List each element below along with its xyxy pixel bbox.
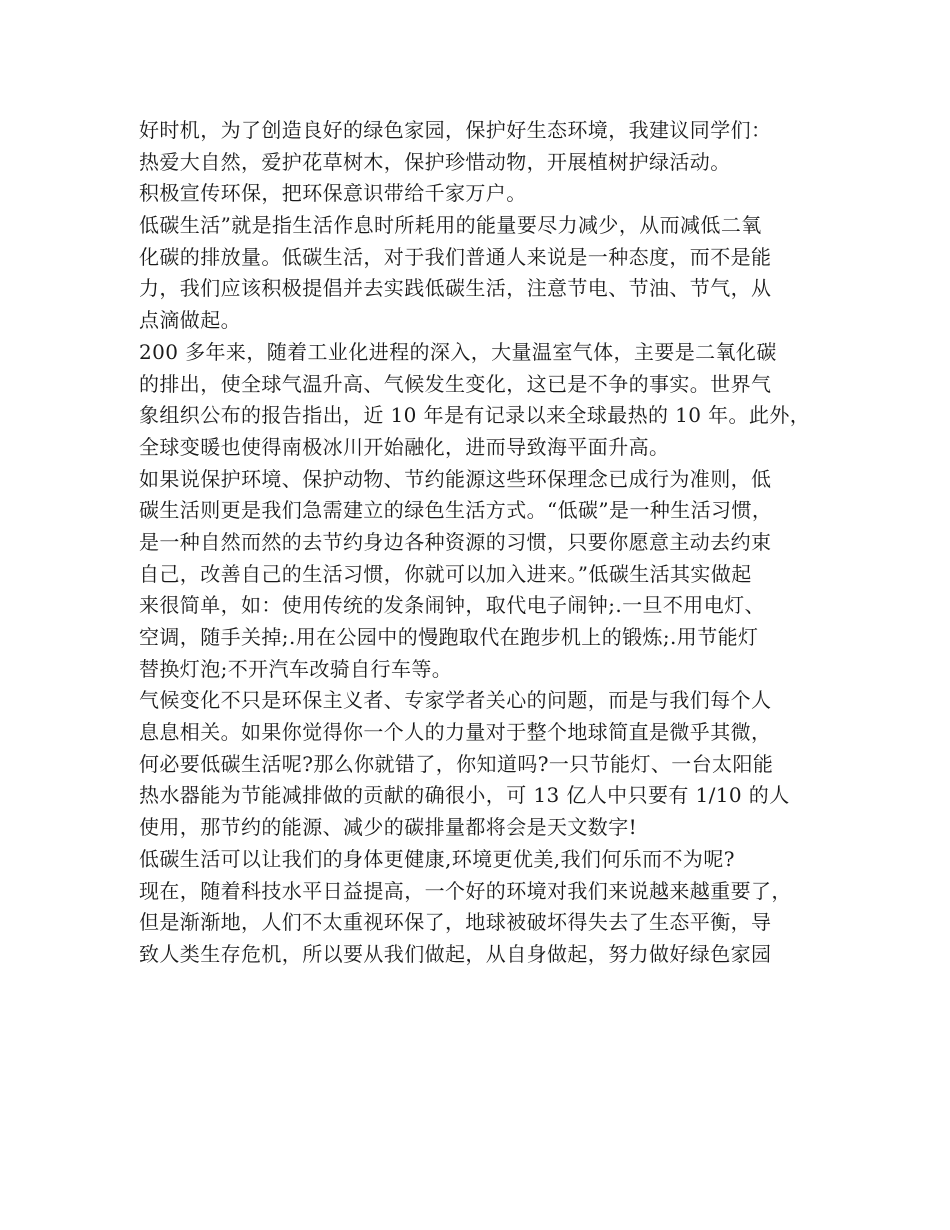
text-line: 积极宣传环保，把环保意识带给千家万户。: [139, 181, 527, 206]
document-body: [139, 115, 829, 971]
text-line: 替换灯泡;不开汽车改骑自行车等。: [139, 656, 453, 681]
text-line: 如果说保护环境、保护动物、节约能源这些环保理念已成行为准则，低: [139, 466, 772, 491]
text-line: 何必要低碳生活呢?那么你就错了，你知道吗?一只节能灯、一台太阳能: [139, 751, 774, 776]
text-line: 碳生活则更是我们急需建立的绿色生活方式。“低碳”是一种生活习惯，: [139, 498, 773, 523]
text-line: 力，我们应该积极提倡并去实践低碳生活，注意节电、节油、节气，从: [139, 276, 772, 301]
text-line: 但是渐渐地，人们不太重视环保了，地球被破坏得失去了生态平衡，导: [139, 910, 772, 935]
text-line: 是一种自然而然的去节约身边各种资源的习惯，只要你愿意主动去约束: [139, 529, 772, 554]
text-line: 好时机，为了创造良好的绿色家园，保护好生态环境，我建议同学们：: [139, 118, 772, 142]
text-line: 自己，改善自己的生活习惯，你就可以加入进来。”低碳生活其实做起: [139, 561, 752, 586]
text-line: 使用，那节约的能源、减少的碳排量都将会是天文数字!: [139, 815, 638, 840]
text-line: 热水器能为节能减排做的贡献的确很小，可 13 亿人中只要有 1/10 的人: [139, 783, 790, 808]
text-line: 的排出，使全球气温升高、气候发生变化，这已是不争的事实。世界气: [139, 371, 772, 396]
text-line: 化碳的排放量。低碳生活，对于我们普通人来说是一种态度，而不是能: [139, 244, 772, 269]
text-line: 空调，随手关掉;.用在公园中的慢跑取代在跑步机上的锻炼;.用节能灯: [139, 625, 759, 649]
text-line: 象组织公布的报告指出，近 10 年是有记录以来全球最热的 10 年。此外，: [139, 403, 811, 428]
text-line: 致人类生存危机，所以要从我们做起，从自身做起，努力做好绿色家园: [139, 941, 772, 966]
text-line: 现在，随着科技水平日益提高，一个好的环境对我们来说越来越重要了，: [139, 878, 792, 903]
text-line: 200 多年来，随着工业化进程的深入，大量温室气体，主要是二氧化碳: [139, 339, 777, 364]
text-line: 息息相关。如果你觉得你一个人的力量对于整个地球简直是微乎其微，: [139, 720, 772, 745]
text-line: 低碳生活”就是指生活作息时所耗用的能量要尽力减少，从而减低二氧: [139, 213, 762, 238]
text-line: 点滴做起。: [139, 308, 241, 333]
text-line: 来很简单，如：使用传统的发条闹钟，取代电子闹钟;.一旦不用电灯、: [139, 593, 765, 618]
text-line: 热爱大自然，爱护花草树木，保护珍惜动物，开展植树护绿活动。: [139, 149, 731, 174]
text-line: 全球变暖也使得南极冰川开始融化，进而导致海平面升高。: [139, 434, 670, 459]
text-line: 气候变化不只是环保主义者、专家学者关心的问题，而是与我们每个人: [139, 688, 772, 713]
text-line: 低碳生活可以让我们的身体更健康,环境更优美,我们何乐而不为呢?: [139, 846, 735, 871]
